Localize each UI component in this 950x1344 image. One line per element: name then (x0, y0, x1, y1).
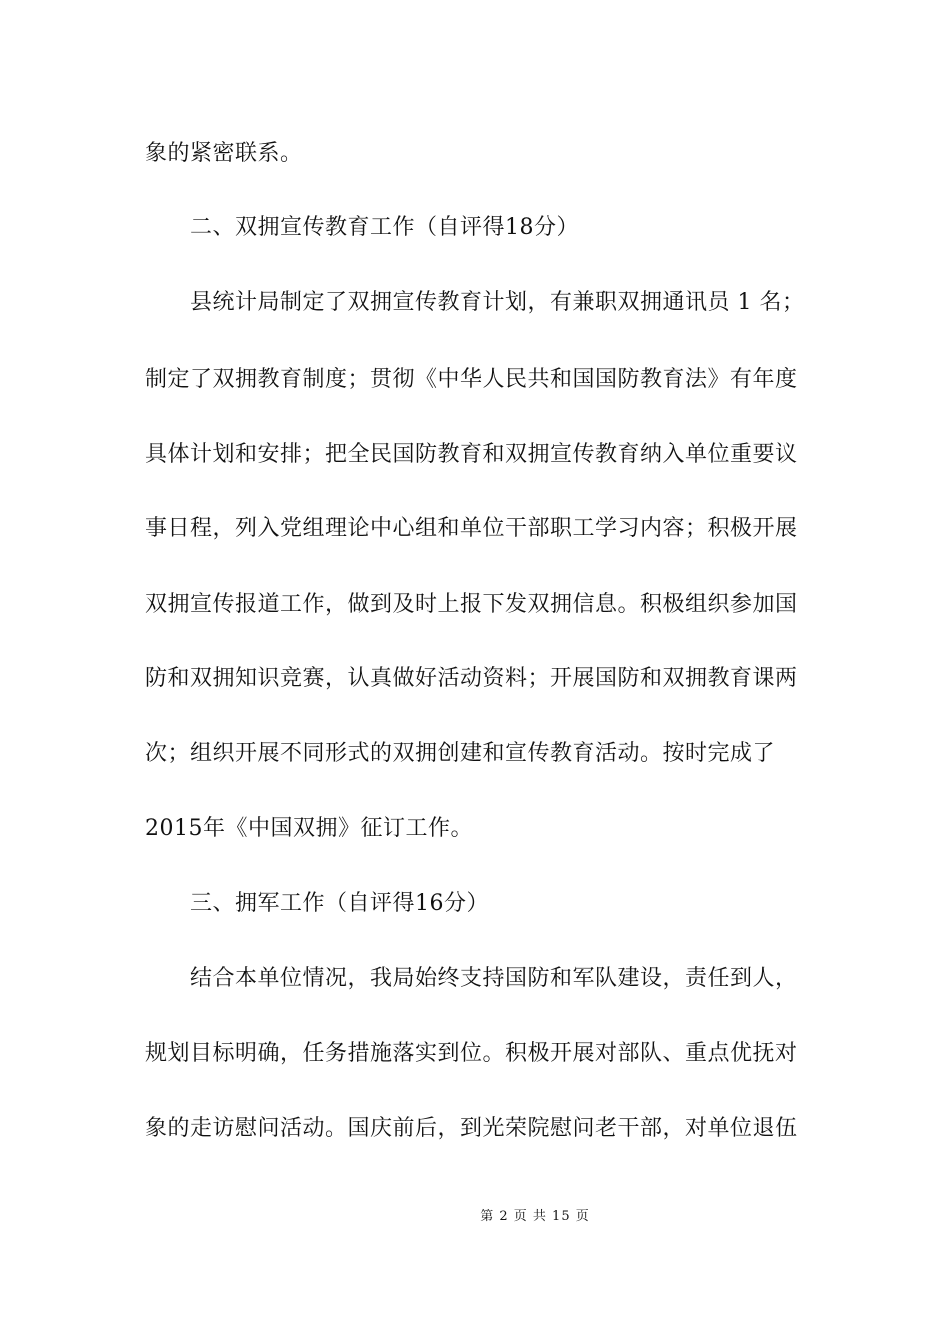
paragraph-line: 结合本单位情况，我局始终支持国防和军队建设，责任到人， (190, 966, 798, 991)
paragraph-line: 规划目标明确，任务措施落实到位。积极开展对部队、重点优抚对 (145, 1041, 798, 1066)
section-heading: 三、拥军工作（自评得16分） (190, 891, 489, 916)
paragraph-line: 县统计局制定了双拥宣传教育计划，有兼职双拥通讯员 1 名； (190, 290, 805, 315)
paragraph-line: 双拥宣传报道工作，做到及时上报下发双拥信息。积极组织参加国 (145, 592, 798, 617)
paragraph-line: 次；组织开展不同形式的双拥创建和宣传教育活动。按时完成了 (145, 741, 776, 766)
section-heading: 二、双拥宣传教育工作（自评得18分） (190, 215, 579, 240)
paragraph-line: 制定了双拥教育制度；贯彻《中华人民共和国国防教育法》有年度 (145, 367, 798, 392)
page-footer: 第 2 页 共 15 页 (480, 1209, 590, 1224)
paragraph-line: 具体计划和安排；把全民国防教育和双拥宣传教育纳入单位重要议 (145, 442, 798, 467)
paragraph-line: 2015年《中国双拥》征订工作。 (145, 816, 473, 841)
paragraph-line: 防和双拥知识竞赛，认真做好活动资料；开展国防和双拥教育课两 (145, 666, 798, 691)
paragraph-line: 象的走访慰问活动。国庆前后，到光荣院慰问老干部，对单位退伍 (145, 1116, 798, 1141)
paragraph-line: 事日程，列入党组理论中心组和单位干部职工学习内容；积极开展 (145, 516, 798, 541)
paragraph-line: 象的紧密联系。 (145, 141, 303, 166)
